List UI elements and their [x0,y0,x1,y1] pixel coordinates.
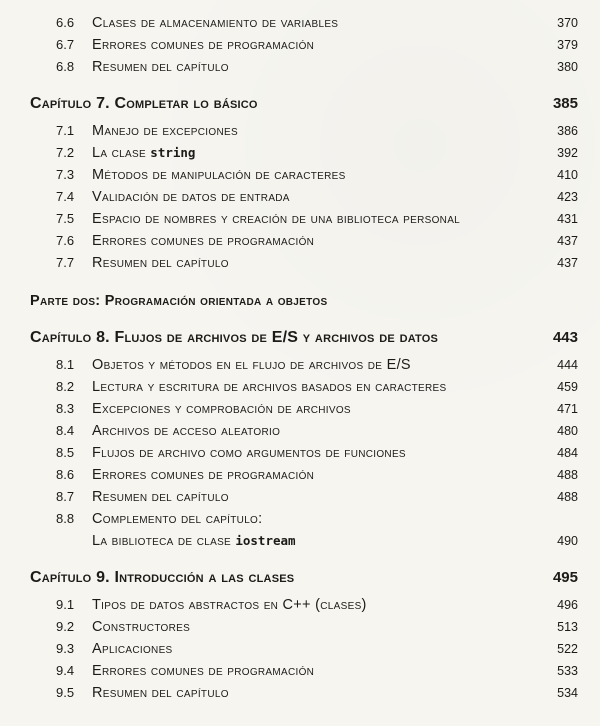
section-title-text: Métodos de manipulación de caracteres [92,167,346,183]
page-number: 533 [557,664,578,678]
toc-entry [30,34,578,56]
page-number: 490 [557,534,578,548]
chapter-title-text: Capítulo 8. Flujos de archivos de E/S y archivos de datos [30,329,439,346]
chapter7-block [30,92,578,274]
toc-entry [30,186,578,208]
section-title-text: Manejo de excepciones [92,123,238,139]
page-number: 386 [557,124,578,138]
toc-entry [30,164,578,186]
chapter-page-number: 385 [552,95,578,112]
toc-entry [30,230,578,252]
section-title [92,594,532,616]
section-title-text: Errores comunes de programación [92,467,315,483]
page-number: 471 [557,402,578,416]
section-number: 9.3 [56,641,75,656]
page-number: 423 [557,190,578,204]
part-heading [30,290,578,312]
chapter-title [30,92,532,116]
section-title-text: Espacio de nombres y creación de una biblioteca personal [92,211,461,227]
section-title [92,354,532,376]
section-number: 7.7 [56,255,75,270]
page-number: 437 [557,256,578,270]
chapter-heading [30,326,578,350]
section-title-text: Resumen del capítulo [92,255,229,271]
toc-entry [30,252,578,274]
page-number: 488 [557,490,578,504]
section-number: 9.1 [56,597,75,612]
section-number: 7.6 [56,233,75,248]
section-number: 7.2 [56,145,75,160]
section-title-text: La biblioteca de clase [92,533,236,549]
section-title-text: Clases de almacenamiento de variables [92,15,339,31]
part-heading-label: Parte dos: Programación orientada a objetos [30,293,328,309]
chapter-heading [30,566,578,590]
section-number: 8.2 [56,379,75,394]
section-title [92,164,532,186]
section-title-text: Excepciones y comprobación de archivos [92,401,351,417]
section-title-text: Complemento del capítulo: [92,511,263,527]
section-title [92,398,532,420]
chapter-page-number: 495 [552,569,578,586]
section-number: 8.4 [56,423,75,438]
page-number: 459 [557,380,578,394]
toc-entry [30,56,578,78]
section-title [92,142,532,164]
section-title-text: Aplicaciones [92,641,173,657]
chapter-title [30,566,532,590]
section-title [92,638,532,660]
section-title-text: Lectura y escritura de archivos basados en caracteres [92,379,447,395]
code-term: string [150,145,196,160]
section-title [92,508,532,530]
part-heading-text [30,290,578,312]
toc-entry [30,208,578,230]
section-title [92,186,532,208]
page-number: 410 [557,168,578,182]
page-number: 379 [557,38,578,52]
chapter8-block [30,326,578,552]
toc-entry [30,660,578,682]
section-title-text: Constructores [92,619,191,635]
toc-entry [30,464,578,486]
toc-entry [30,354,578,376]
section-number: 7.3 [56,167,75,182]
toc-entry [30,420,578,442]
section-title-text: Resumen del capítulo [92,685,229,701]
section-number: 8.3 [56,401,75,416]
toc-entry [30,616,578,638]
section-title-text: La clase [92,145,151,161]
page-number: 488 [557,468,578,482]
page-number: 444 [557,358,578,372]
section-title [92,660,532,682]
chapter-title-text: Capítulo 7. Completar lo básico [30,95,258,112]
section-number: 8.7 [56,489,75,504]
section-title-text: Resumen del capítulo [92,59,229,75]
section-number: 6.6 [56,15,75,30]
toc-entry [30,594,578,616]
section-number: 9.2 [56,619,75,634]
section-number: 8.8 [56,511,75,526]
section-title [92,616,532,638]
section-title [92,208,532,230]
section-title-text: Archivos de acceso aleatorio [92,423,281,439]
section-number: 8.1 [56,357,75,372]
section-title [92,12,532,34]
code-term: iostream [235,533,296,548]
chapter-title-text: Capítulo 9. Introducción a las clases [30,569,295,586]
section-title [92,34,532,56]
section-title-text: Objetos y métodos en el flujo de archivos de E/S [92,357,411,373]
section-title [92,682,532,704]
toc-entry [30,682,578,704]
page-number: 534 [557,686,578,700]
section-title-text: Errores comunes de programación [92,663,315,679]
section-title-text: Tipos de datos abstractos en C++ (clases) [92,597,367,613]
section-title [92,530,532,552]
section-title [92,56,532,78]
section-title-text: Errores comunes de programación [92,233,315,249]
section-number: 9.4 [56,663,75,678]
toc-entry-continuation [30,530,578,552]
section-number: 8.6 [56,467,75,482]
section-title [92,230,532,252]
section-number: 8.5 [56,445,75,460]
page-number: 370 [557,16,578,30]
page-number: 431 [557,212,578,226]
section-number: 6.7 [56,37,75,52]
section-title [92,442,532,464]
section-number: 7.1 [56,123,75,138]
section-number: 7.4 [56,189,75,204]
section-title-text: Errores comunes de programación [92,37,315,53]
toc-entry [30,508,578,530]
section-title [92,252,532,274]
section-number: 6.8 [56,59,75,74]
chapter9-block [30,566,578,704]
toc-entry [30,638,578,660]
page-number: 484 [557,446,578,460]
page-number: 480 [557,424,578,438]
section-title-text: Flujos de archivo como argumentos de funciones [92,445,406,461]
chapter-title [30,326,532,350]
chapter6-section-list [30,12,578,78]
section-title [92,120,532,142]
toc-entry [30,12,578,34]
page-number: 392 [557,146,578,160]
toc-entry [30,486,578,508]
toc-entry [30,376,578,398]
chapter-heading [30,92,578,116]
page-number: 522 [557,642,578,656]
page-number: 437 [557,234,578,248]
chapter-page-number: 443 [552,329,578,346]
toc-entry [30,398,578,420]
page-number: 496 [557,598,578,612]
section-title [92,420,532,442]
section-title-text: Validación de datos de entrada [92,189,290,205]
section-title [92,486,532,508]
section-title [92,376,532,398]
section-number: 9.5 [56,685,75,700]
section-title-text: Resumen del capítulo [92,489,229,505]
toc-entry [30,120,578,142]
page-number: 513 [557,620,578,634]
section-number: 7.5 [56,211,75,226]
section-title [92,464,532,486]
toc-entry [30,442,578,464]
page-number: 380 [557,60,578,74]
toc-entry [30,142,578,164]
